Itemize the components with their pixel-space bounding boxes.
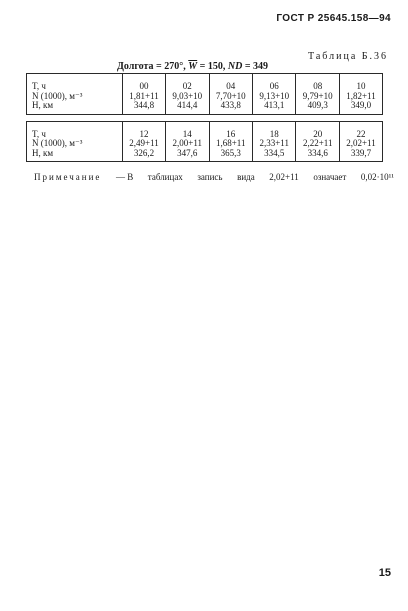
label-t: T, ч — [32, 81, 46, 91]
table-cell — [123, 74, 166, 115]
cell-h: 349,0 — [350, 100, 372, 110]
cell-n: 1,81+11 — [129, 90, 159, 101]
caption-w-value: = 150, — [199, 61, 226, 72]
note-word: запись — [197, 172, 223, 182]
page-number: 15 — [378, 567, 391, 579]
row-labels-cell — [27, 121, 123, 162]
cell-n: 7,70+10 — [215, 90, 246, 101]
cell-t: 12 — [139, 128, 149, 139]
caption-nd-symbol: ND — [227, 61, 243, 72]
cell-t: 02 — [182, 81, 192, 91]
cell-n: 2,49+11 — [129, 138, 159, 148]
table-cell — [252, 121, 295, 162]
note-word: — В — [115, 172, 134, 182]
cell-t: 22 — [356, 128, 366, 139]
note-word: означает — [313, 172, 347, 182]
note-word: 0,02·10¹¹ — [360, 172, 394, 182]
cell-n: 9,79+10 — [302, 90, 333, 101]
cell-n: 1,68+11 — [215, 138, 246, 148]
table-row — [27, 121, 383, 162]
row-labels-cell — [27, 74, 123, 115]
cell-h: 334,6 — [307, 147, 328, 158]
note-word: таблицах — [147, 172, 183, 182]
cell-n: 1,82+11 — [346, 90, 376, 101]
cell-t: 00 — [139, 81, 149, 91]
cell-t: 18 — [269, 128, 279, 139]
table-cell — [166, 74, 209, 115]
cell-h: 339,7 — [350, 147, 372, 158]
table-cell — [209, 121, 252, 162]
spacer-cell — [27, 114, 383, 121]
table-cell — [339, 121, 382, 162]
cell-t: 16 — [226, 128, 236, 139]
cell-h: 414,4 — [177, 100, 198, 110]
cell-n: 2,02+11 — [346, 138, 376, 148]
label-h: H, км — [32, 100, 54, 110]
cell-h: 365,3 — [220, 147, 241, 158]
label-n: N (1000), м⁻³ — [32, 90, 83, 101]
table-note — [34, 172, 394, 182]
table-cell — [166, 121, 209, 162]
cell-t: 14 — [182, 128, 192, 139]
label-t: T, ч — [32, 128, 46, 139]
caption-nd-value: = 349 — [244, 61, 269, 72]
data-table — [26, 73, 383, 162]
cell-n: 9,13+10 — [259, 90, 290, 101]
cell-n: 2,22+11 — [302, 138, 333, 148]
table-cell — [339, 74, 382, 115]
note-word: вида — [237, 172, 255, 182]
label-n: N (1000), м⁻³ — [32, 138, 83, 148]
cell-t: 04 — [226, 81, 236, 91]
cell-n: 2,33+11 — [259, 138, 289, 148]
document-header: ГОСТ Р 25645.158—94 — [276, 13, 391, 24]
cell-h: 347,6 — [177, 147, 198, 158]
caption-w-symbol: $\overline{W}$ — [188, 61, 198, 72]
cell-t: 08 — [313, 81, 323, 91]
table-row — [27, 74, 383, 115]
table-label: Таблица Б.36 — [307, 51, 388, 62]
table-cell — [252, 74, 295, 115]
cell-n: 9,03+10 — [172, 90, 203, 101]
cell-t: 10 — [356, 81, 366, 91]
cell-h: 326,2 — [133, 147, 155, 158]
table-spacer-row — [27, 114, 383, 121]
table-cell — [296, 121, 339, 162]
cell-h: 413,1 — [264, 100, 285, 110]
cell-h: 344,8 — [133, 100, 155, 110]
note-word: 2,02+11 — [269, 172, 299, 182]
cell-n: 2,00+11 — [172, 138, 202, 148]
label-h: H, км — [32, 147, 54, 158]
table-cell — [296, 74, 339, 115]
table-caption — [117, 61, 268, 72]
cell-t: 20 — [313, 128, 323, 139]
caption-longitude: Долгота = 270°, — [117, 61, 186, 72]
note-lead: Примечание — [34, 172, 102, 182]
table-cell — [209, 74, 252, 115]
table-cell — [123, 121, 166, 162]
cell-h: 334,5 — [264, 147, 285, 158]
cell-t: 06 — [269, 81, 279, 91]
cell-h: 409,3 — [307, 100, 328, 110]
cell-h: 433,8 — [220, 100, 241, 110]
